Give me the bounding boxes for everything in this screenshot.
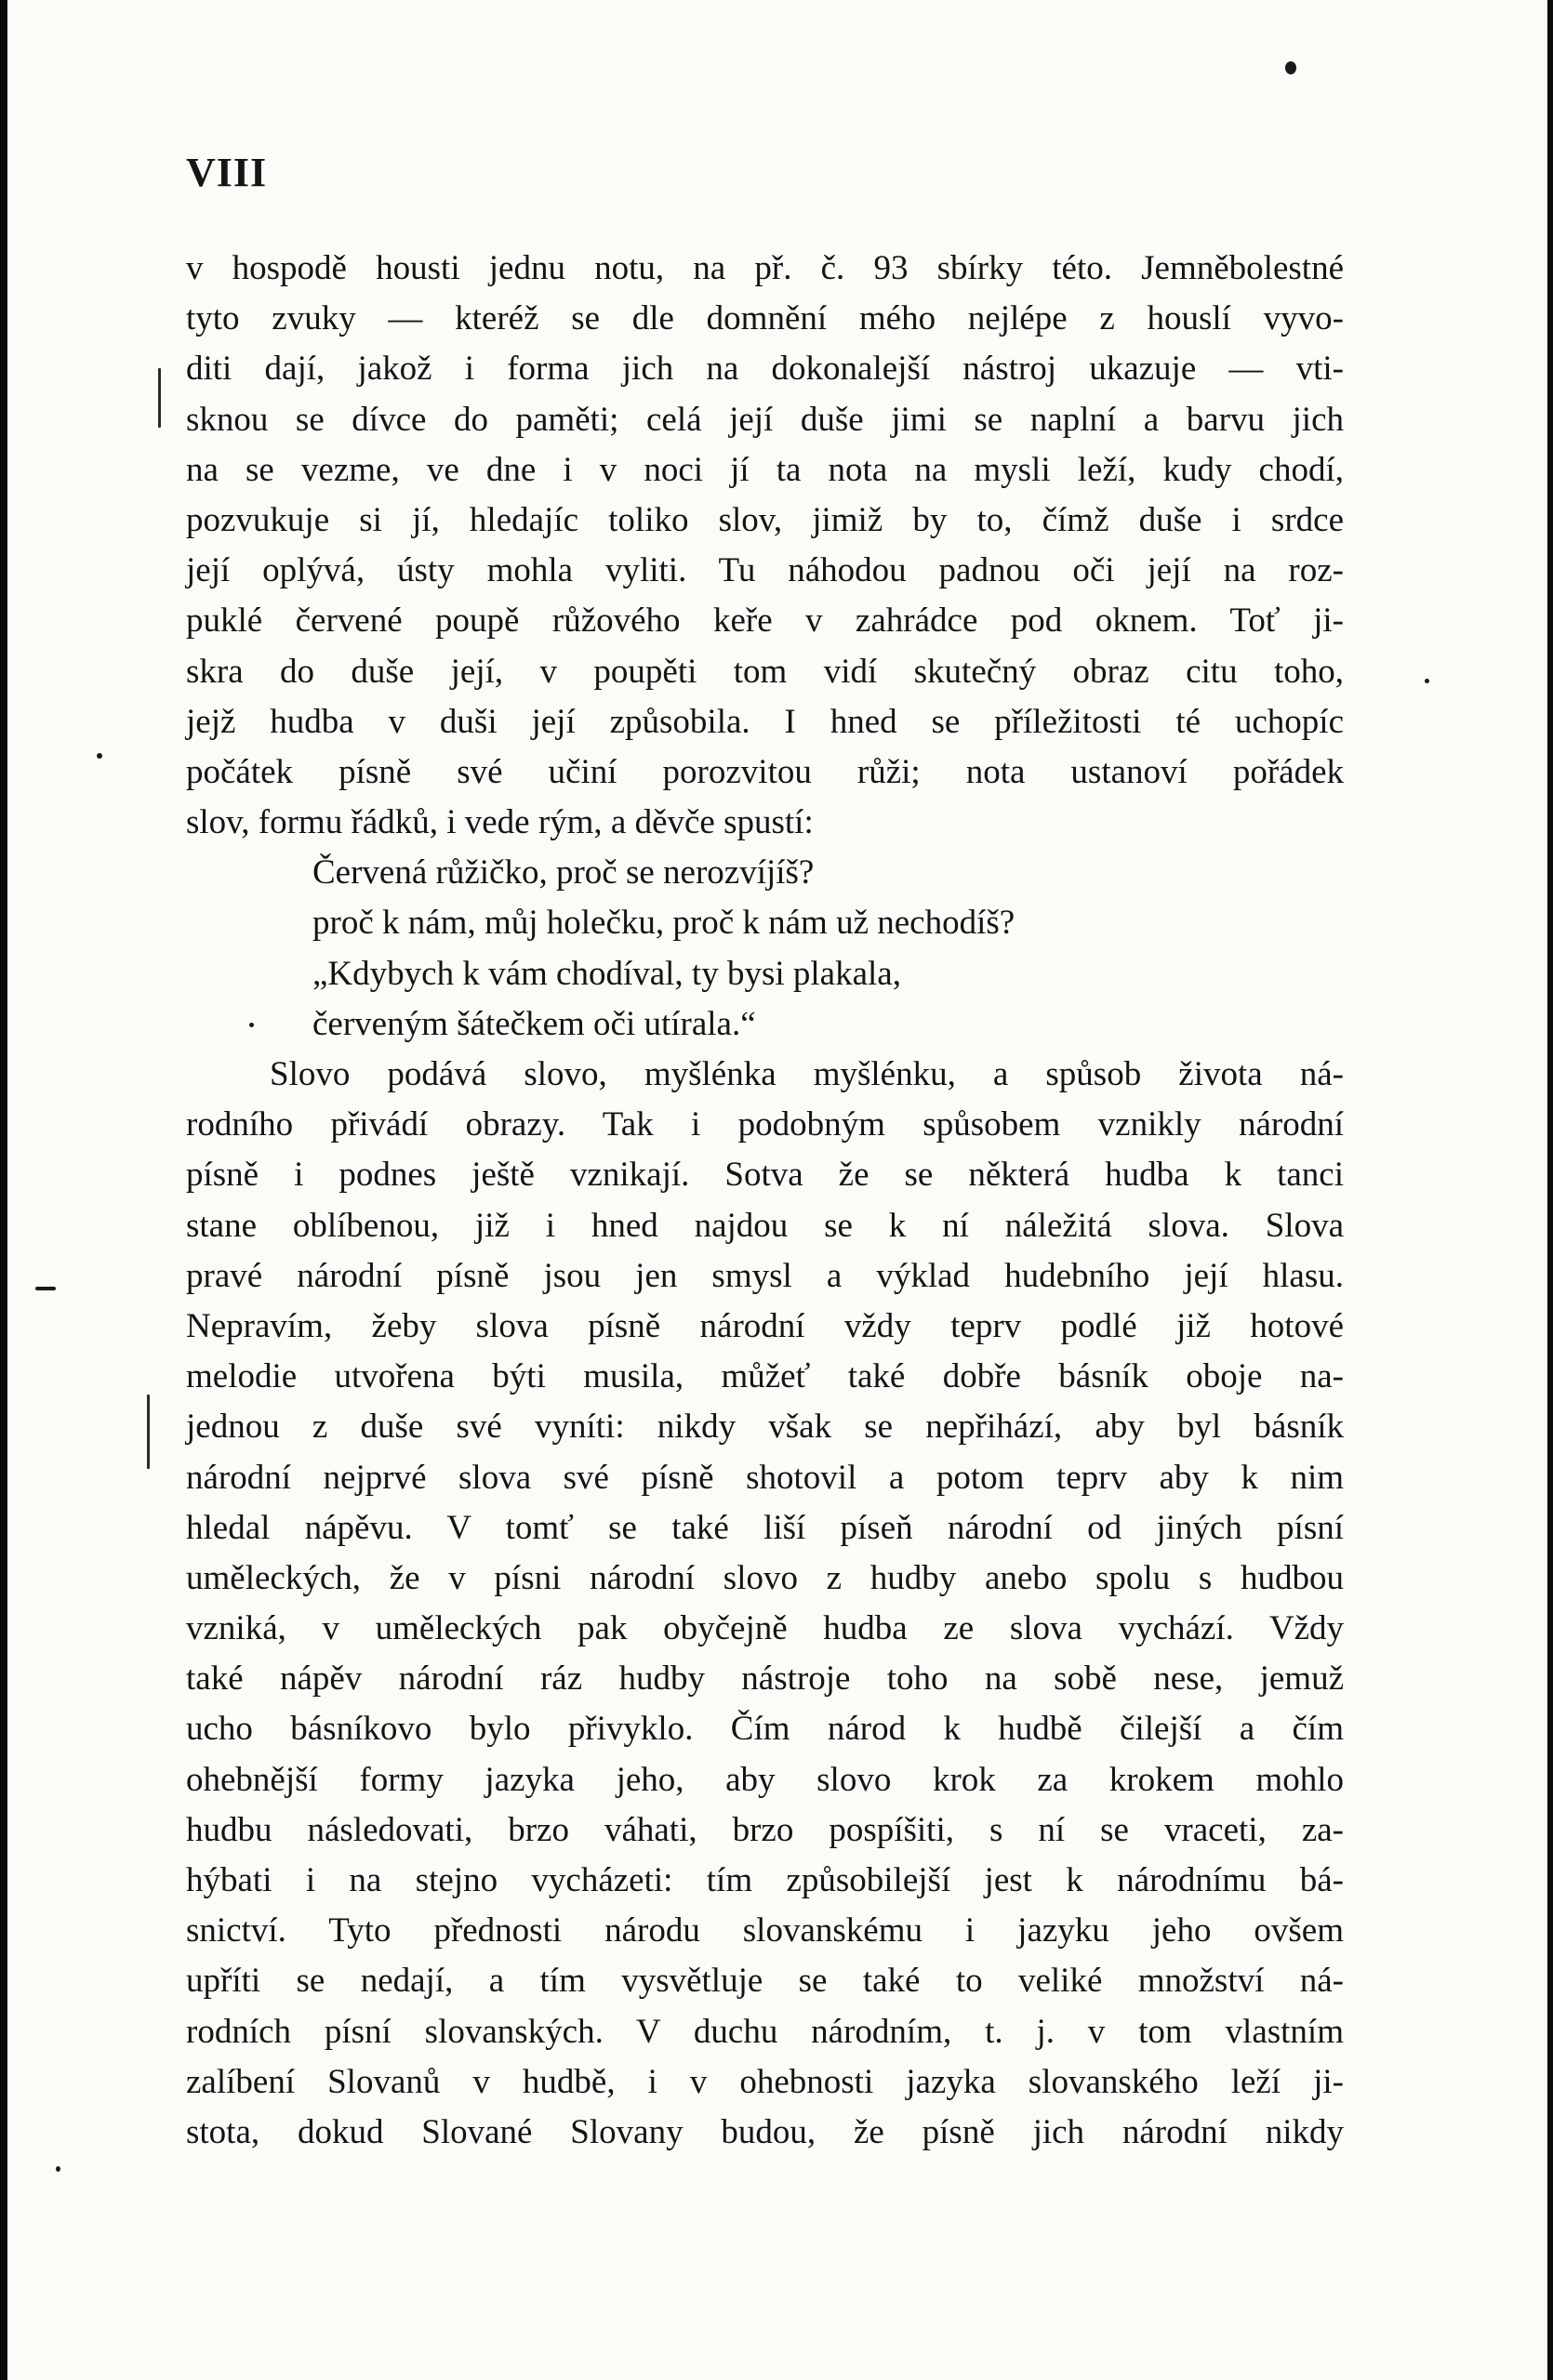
text-line: hýbati i na stejno vycházeti: tím způsobilejší jest k národnímu bá- xyxy=(186,1861,1344,1899)
text-line: jednou z duše své vyníti: nikdy však se nepřihází, aby byl básník xyxy=(186,1408,1344,1447)
verse-line: červeným šátečkem oči utírala.“ xyxy=(312,1004,756,1043)
text-line: rodního přivádí obrazy. Tak i podobným spůsobem vznikly národní xyxy=(186,1105,1344,1144)
scan-speck xyxy=(97,753,102,759)
text-line: snictví. Tyto přednosti národu slovanskému i jazyku jeho ovšem xyxy=(186,1911,1344,1950)
text-line: v hospodě housti jednu notu, na př. č. 93 sbírky této. Jemněbolestné xyxy=(186,249,1344,287)
text-line: počátek písně své učiní porozvitou růži; nota ustanoví pořádek xyxy=(186,752,1344,791)
text-line: slov, formu řádků, i vede rým, a děvče spustí: xyxy=(186,803,814,842)
scan-mark xyxy=(158,368,161,428)
text-line: pravé národní písně jsou jen smysl a výklad hudebního její hlasu. xyxy=(186,1256,1344,1295)
text-line: vzniká, v uměleckých pak obyčejně hudba ze slova vychází. Vždy xyxy=(186,1609,1344,1648)
text-line: puklé červené poupě růžového keře v zahrádce pod oknem. Toť ji- xyxy=(186,602,1344,641)
text-line: její oplývá, ústy mohla vyliti. Tu náhodou padnou oči její na roz- xyxy=(186,551,1344,590)
text-line: rodních písní slovanských. V duchu národním, t. j. v tom vlastním xyxy=(186,2012,1344,2051)
text-line: hledal nápěvu. V tomť se také liší píseň národní od jiných písní xyxy=(186,1508,1344,1547)
text-line: melodie utvořena býti musila, můžeť také dobře básník oboje na- xyxy=(186,1357,1344,1396)
text-line: také nápěv národní ráz hudby nástroje toho na sobě nese, jemuž xyxy=(186,1659,1344,1699)
scan-speck xyxy=(56,2166,60,2172)
page-number: VIII xyxy=(186,150,268,195)
text-line: uměleckých, že v písni národní slovo z hudby anebo spolu s hudbou xyxy=(186,1558,1344,1597)
text-line: ohebnější formy jazyka jeho, aby slovo krok za krokem mohlo xyxy=(186,1760,1344,1799)
text-line: Slovo podává slovo, myšlénka myšlénku, a spůsob života ná- xyxy=(270,1055,1344,1093)
text-line: stane oblíbenou, již i hned najdou se k ní náležitá slova. Slova xyxy=(186,1206,1344,1245)
verse-line: „Kdybych k vám chodíval, ty bysi plakala, xyxy=(312,954,901,993)
text-line: ucho básníkovo bylo přivyklo. Čím národ k hudbě čilejší a čím xyxy=(186,1710,1344,1749)
scan-mark xyxy=(147,1395,150,1469)
text-line: zalíbení Slovanů v hudbě, i v ohebnosti jazyka slovanského leží ji- xyxy=(186,2062,1344,2101)
body-text xyxy=(186,244,1344,2158)
scan-mark xyxy=(35,1287,56,1290)
scan-speck xyxy=(1425,679,1429,683)
text-line: tyto zvuky — kteréž se dle domnění mého nejlépe z houslí vyvo- xyxy=(186,299,1344,338)
text-line: diti dají, jakož i forma jich na dokonalejší nástroj ukazuje — vti- xyxy=(186,350,1344,389)
text-line: písně i podnes ještě vznikají. Sotva že se některá hudba k tanci xyxy=(186,1156,1344,1195)
verse-line: Červená růžičko, proč se nerozvíjíš? xyxy=(312,853,815,892)
text-line: stota, dokud Slované Slovany budou, že písně jich národní nikdy xyxy=(186,2112,1344,2151)
text-line: skra do duše její, v poupěti tom vidí skutečný obraz citu toho, xyxy=(186,652,1344,691)
text-line: sknou se dívce do paměti; celá její duše jimi se naplní a barvu jich xyxy=(186,400,1344,439)
text-line: jejž hudba v duši její způsobila. I hned se příležitosti té uchopíc xyxy=(186,702,1344,741)
verse-line: proč k nám, můj holečku, proč k nám už nechodíš? xyxy=(312,904,1015,943)
text-line: národní nejprvé slova své písně shotovil a potom teprv aby k nim xyxy=(186,1458,1344,1497)
text-line: hudbu následovati, brzo váhati, brzo pospíšiti, s ní se vraceti, za- xyxy=(186,1810,1344,1849)
text-line: upříti se nedají, a tím vysvětluje se také to veliké množství ná- xyxy=(186,1962,1344,2001)
text-line: Nepravím, žeby slova písně národní vždy teprv podlé již hotové xyxy=(186,1306,1344,1345)
text-line: na se vezme, ve dne i v noci jí ta nota na mysli leží, kudy chodí, xyxy=(186,450,1344,489)
scan-speck xyxy=(1285,61,1296,74)
text-line: pozvukuje si jí, hledajíc toliko slov, jimiž by to, čímž duše i srdce xyxy=(186,500,1344,539)
